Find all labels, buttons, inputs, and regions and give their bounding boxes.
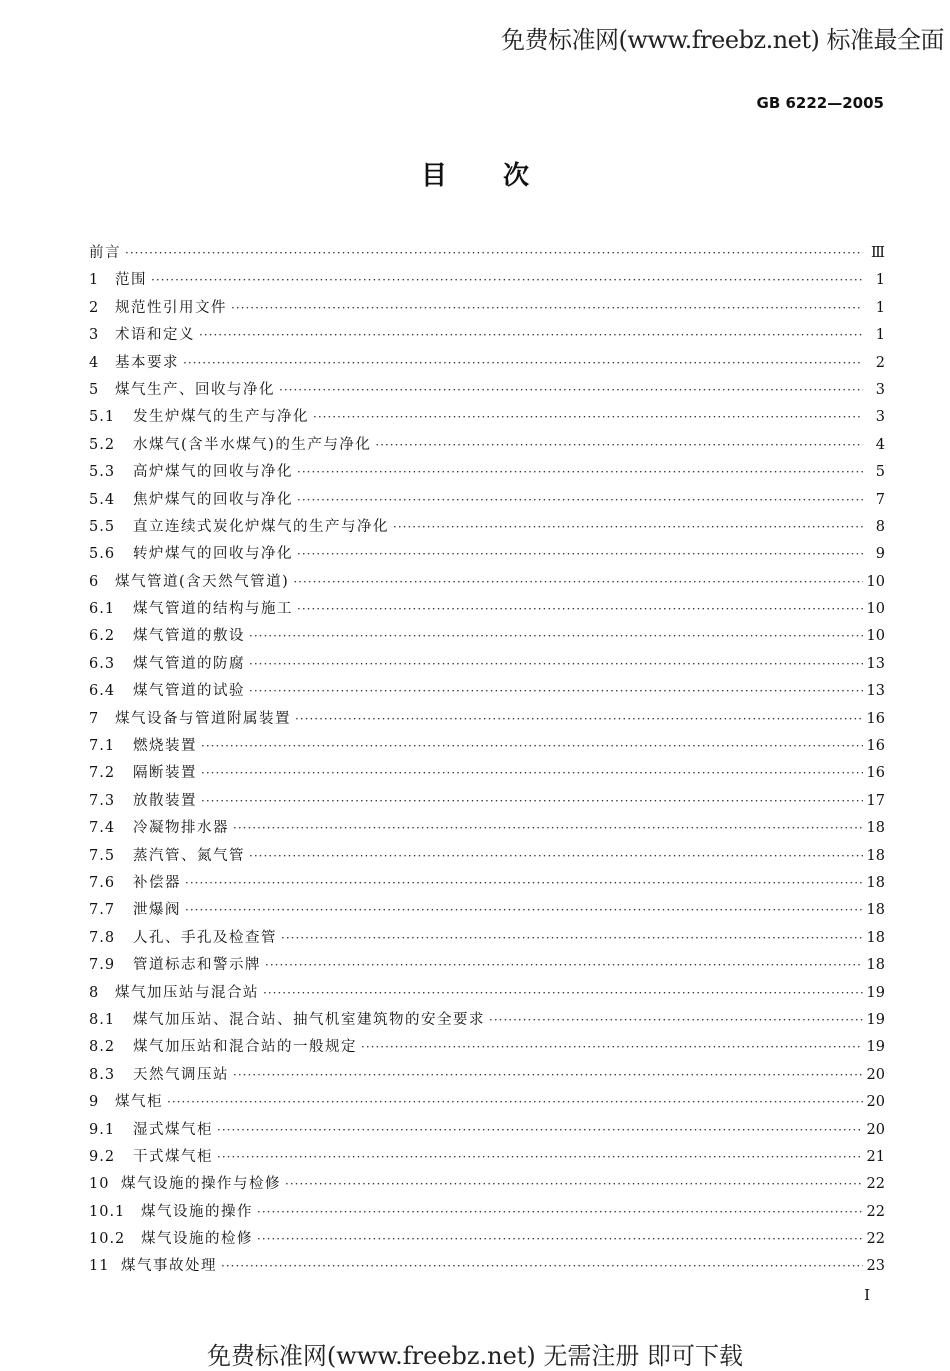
toc-leader-dots xyxy=(125,240,863,267)
toc-leader-dots xyxy=(257,1226,863,1253)
toc-entry[interactable] xyxy=(89,404,885,431)
toc-entry-page: 19 xyxy=(866,1039,885,1056)
toc-entry[interactable] xyxy=(89,1062,885,1089)
toc-leader-dots xyxy=(233,1062,863,1089)
toc-entry-page: 19 xyxy=(866,1011,885,1028)
toc-entry[interactable] xyxy=(89,952,885,979)
toc-entry-number: 1 xyxy=(89,272,100,289)
toc-entry-page: 19 xyxy=(866,984,885,1001)
toc-entry-page: 23 xyxy=(866,1258,885,1275)
toc-entry-number: 9.1 xyxy=(89,1121,116,1138)
toc-entry-number: 5.4 xyxy=(89,491,116,508)
toc-leader-dots xyxy=(221,1253,863,1280)
toc-leader-dots xyxy=(185,870,863,897)
toc-entry-page: 1 xyxy=(875,272,885,289)
toc-leader-dots xyxy=(201,760,863,787)
toc-entry-title: 规范性引用文件 xyxy=(115,299,227,316)
toc-entry-number: 7.1 xyxy=(89,738,116,755)
toc-entry[interactable] xyxy=(89,596,885,623)
toc-leader-dots xyxy=(249,678,863,705)
toc-entry-title: 范围 xyxy=(115,272,147,289)
toc-entry-number: 10 xyxy=(89,1176,110,1193)
toc-entry-title: 直立连续式炭化炉煤气的生产与净化 xyxy=(133,518,389,535)
toc-entry-title: 蒸汽管、氮气管 xyxy=(133,847,245,864)
toc-entry-title: 煤气设施的检修 xyxy=(141,1231,253,1248)
toc-entry-title: 焦炉煤气的回收与净化 xyxy=(133,491,293,508)
toc-entry[interactable] xyxy=(89,377,885,404)
toc-entry-number: 5.2 xyxy=(89,436,116,453)
toc-entry-number: 3 xyxy=(89,327,100,344)
toc-entry[interactable] xyxy=(89,815,885,842)
toc-entry[interactable] xyxy=(89,843,885,870)
toc-entry[interactable] xyxy=(89,706,885,733)
toc-entry-title: 煤气生产、回收与净化 xyxy=(115,381,275,398)
toc-entry-page: 18 xyxy=(866,847,885,864)
page-number: I xyxy=(864,1286,870,1304)
toc-leader-dots xyxy=(249,623,863,650)
toc-entry-number: 8 xyxy=(89,984,100,1001)
toc-entry-number: 7.6 xyxy=(89,874,116,891)
toc-entry-title: 放散装置 xyxy=(133,792,197,809)
toc-leader-dots xyxy=(201,733,863,760)
toc-entry-page: 18 xyxy=(866,874,885,891)
standard-code: GB 6222—2005 xyxy=(756,94,884,112)
toc-entry[interactable] xyxy=(89,295,885,322)
toc-leader-dots xyxy=(167,1089,863,1116)
toc-list xyxy=(89,240,885,1281)
toc-entry-title: 煤气事故处理 xyxy=(121,1258,217,1275)
footer-watermark: 免费标准网(www.freebz.net) 无需注册 即可下载 xyxy=(206,1342,744,1370)
toc-entry-number: 11 xyxy=(89,1258,110,1275)
toc-entry-page: 22 xyxy=(866,1176,885,1193)
toc-leader-dots xyxy=(257,1199,863,1226)
toc-entry[interactable] xyxy=(89,267,885,294)
toc-entry-number: 9 xyxy=(89,1094,100,1111)
toc-entry[interactable] xyxy=(89,350,885,377)
toc-entry-title: 煤气管道的结构与施工 xyxy=(133,601,293,618)
toc-leader-dots xyxy=(217,1117,863,1144)
toc-entry-page: 5 xyxy=(875,464,885,481)
toc-entry[interactable] xyxy=(89,678,885,705)
toc-entry-title: 水煤气(含半水煤气)的生产与净化 xyxy=(133,436,372,453)
toc-entry[interactable] xyxy=(89,1034,885,1061)
toc-entry-title: 天然气调压站 xyxy=(133,1066,229,1083)
toc-entry-title: 管道标志和警示牌 xyxy=(133,957,261,974)
toc-entry-page: 20 xyxy=(866,1066,885,1083)
toc-entry-page: 22 xyxy=(866,1203,885,1220)
toc-entry[interactable] xyxy=(89,870,885,897)
toc-entry[interactable] xyxy=(89,514,885,541)
toc-entry[interactable] xyxy=(89,651,885,678)
toc-entry[interactable] xyxy=(89,733,885,760)
toc-entry[interactable] xyxy=(89,760,885,787)
toc-entry-title: 煤气柜 xyxy=(115,1094,163,1111)
toc-entry[interactable] xyxy=(89,569,885,596)
toc-entry-page: 10 xyxy=(866,628,885,645)
toc-entry-title: 煤气设施的操作与检修 xyxy=(121,1176,281,1193)
toc-leader-dots xyxy=(297,596,863,623)
toc-entry-title: 人孔、手孔及检查管 xyxy=(133,929,277,946)
toc-entry[interactable] xyxy=(89,925,885,952)
toc-entry-page: 8 xyxy=(875,518,885,535)
toc-entry-page: 4 xyxy=(875,436,885,453)
toc-entry-page: 18 xyxy=(866,957,885,974)
toc-entry[interactable] xyxy=(89,1226,885,1253)
toc-leader-dots xyxy=(151,267,863,294)
toc-entry[interactable] xyxy=(89,1117,885,1144)
toc-leader-dots xyxy=(297,487,863,514)
toc-entry-page: 16 xyxy=(866,710,885,727)
toc-entry[interactable] xyxy=(89,487,885,514)
toc-entry-page: 22 xyxy=(866,1231,885,1248)
toc-entry-title: 煤气管道的防腐 xyxy=(133,655,245,672)
toc-leader-dots xyxy=(199,322,863,349)
toc-entry-number: 7.8 xyxy=(89,929,116,946)
toc-entry-title: 泄爆阀 xyxy=(133,902,181,919)
toc-entry[interactable] xyxy=(89,897,885,924)
toc-entry-title: 冷凝物排水器 xyxy=(133,820,229,837)
toc-entry[interactable] xyxy=(89,541,885,568)
toc-entry[interactable] xyxy=(89,1253,885,1280)
header-watermark: 免费标准网(www.freebz.net) 标准最全面 xyxy=(501,26,944,54)
toc-title: 目次 xyxy=(420,161,585,191)
toc-entry-number: 5.6 xyxy=(89,546,116,563)
toc-entry-page: 10 xyxy=(866,573,885,590)
toc-leader-dots xyxy=(295,706,863,733)
toc-entry-title: 燃烧装置 xyxy=(133,738,197,755)
toc-entry[interactable] xyxy=(89,322,885,349)
toc-leader-dots xyxy=(361,1034,863,1061)
toc-entry-page: 16 xyxy=(866,765,885,782)
toc-entry-number: 9.2 xyxy=(89,1148,116,1165)
toc-entry-page: 7 xyxy=(875,491,885,508)
toc-entry-number: 7.3 xyxy=(89,792,116,809)
toc-entry-number: 6.4 xyxy=(89,683,116,700)
toc-entry-page: 18 xyxy=(866,820,885,837)
toc-leader-dots xyxy=(217,1144,863,1171)
toc-leader-dots xyxy=(313,404,863,431)
toc-leader-dots xyxy=(393,514,863,541)
toc-entry-title: 煤气加压站与混合站 xyxy=(115,984,259,1001)
toc-entry-page: 2 xyxy=(875,354,885,371)
toc-entry-page: 1 xyxy=(875,327,885,344)
toc-leader-dots xyxy=(233,815,863,842)
toc-entry-page: 18 xyxy=(866,902,885,919)
toc-entry-page: 17 xyxy=(866,792,885,809)
toc-entry-number: 5.3 xyxy=(89,464,116,481)
toc-entry-title: 煤气管道的敷设 xyxy=(133,628,245,645)
toc-entry-title: 干式煤气柜 xyxy=(133,1148,213,1165)
toc-leader-dots xyxy=(293,569,862,596)
toc-entry[interactable] xyxy=(89,1007,885,1034)
toc-entry[interactable] xyxy=(89,432,885,459)
toc-leader-dots xyxy=(297,541,863,568)
toc-leader-dots xyxy=(185,897,863,924)
toc-entry-page: 10 xyxy=(866,601,885,618)
toc-entry-number: 10.2 xyxy=(89,1231,126,1248)
toc-entry-page: Ⅲ xyxy=(871,245,885,261)
toc-entry[interactable] xyxy=(89,623,885,650)
toc-leader-dots xyxy=(201,788,863,815)
toc-entry-title: 煤气加压站和混合站的一般规定 xyxy=(133,1039,357,1056)
toc-entry-number: 6 xyxy=(89,573,100,590)
toc-entry-number: 5.5 xyxy=(89,518,116,535)
toc-entry-page: 16 xyxy=(866,738,885,755)
toc-leader-dots xyxy=(231,295,863,322)
toc-entry-number: 7.2 xyxy=(89,765,116,782)
toc-leader-dots xyxy=(375,432,863,459)
toc-entry-number: 8.3 xyxy=(89,1066,116,1083)
toc-entry-number: 7.4 xyxy=(89,820,116,837)
toc-leader-dots xyxy=(281,925,863,952)
toc-entry-title: 煤气管道的试验 xyxy=(133,683,245,700)
toc-entry-number: 7 xyxy=(89,710,100,727)
toc-entry-page: 20 xyxy=(866,1121,885,1138)
toc-entry-title: 煤气设备与管道附属装置 xyxy=(115,710,291,727)
toc-entry-title: 前言 xyxy=(89,245,121,261)
toc-entry-number: 6.1 xyxy=(89,601,116,618)
toc-leader-dots xyxy=(489,1007,863,1034)
toc-leader-dots xyxy=(249,651,863,678)
toc-entry[interactable] xyxy=(89,788,885,815)
toc-entry-title: 高炉煤气的回收与净化 xyxy=(133,464,293,481)
toc-entry[interactable] xyxy=(89,1144,885,1171)
toc-entry-number: 7.9 xyxy=(89,957,116,974)
toc-entry-title: 隔断装置 xyxy=(133,765,197,782)
toc-entry-number: 2 xyxy=(89,299,100,316)
toc-entry[interactable] xyxy=(89,240,885,267)
toc-entry-title: 发生炉煤气的生产与净化 xyxy=(133,409,309,426)
toc-entry-number: 4 xyxy=(89,354,100,371)
toc-entry-page: 21 xyxy=(866,1148,885,1165)
toc-entry-page: 9 xyxy=(875,546,885,563)
toc-entry-page: 3 xyxy=(875,381,885,398)
toc-entry-number: 6.2 xyxy=(89,628,116,645)
toc-entry-number: 6.3 xyxy=(89,655,116,672)
toc-entry-page: 20 xyxy=(866,1094,885,1111)
toc-entry-title: 煤气设施的操作 xyxy=(141,1203,253,1220)
toc-entry-number: 5 xyxy=(89,381,100,398)
toc-entry-title: 补偿器 xyxy=(133,874,181,891)
toc-entry-page: 13 xyxy=(866,655,885,672)
toc-leader-dots xyxy=(285,1171,863,1198)
toc-entry-title: 煤气加压站、混合站、抽气机室建筑物的安全要求 xyxy=(133,1011,485,1028)
toc-leader-dots xyxy=(263,980,863,1007)
toc-entry-page: 13 xyxy=(866,683,885,700)
toc-entry-number: 5.1 xyxy=(89,409,116,426)
toc-entry-page: 3 xyxy=(875,409,885,426)
toc-entry-title: 转炉煤气的回收与净化 xyxy=(133,546,293,563)
toc-leader-dots xyxy=(183,350,863,377)
toc-entry[interactable] xyxy=(89,1199,885,1226)
toc-entry-title: 湿式煤气柜 xyxy=(133,1121,213,1138)
toc-entry[interactable] xyxy=(89,1171,885,1198)
toc-entry-title: 术语和定义 xyxy=(115,327,195,344)
toc-entry-page: 1 xyxy=(875,299,885,316)
toc-entry-number: 8.2 xyxy=(89,1039,116,1056)
toc-entry-number: 7.5 xyxy=(89,847,116,864)
toc-entry-title: 基本要求 xyxy=(115,354,179,371)
toc-entry-title: 煤气管道(含天然气管道) xyxy=(115,573,290,590)
toc-leader-dots xyxy=(297,459,863,486)
toc-entry-number: 8.1 xyxy=(89,1011,116,1028)
toc-leader-dots xyxy=(279,377,863,404)
toc-leader-dots xyxy=(265,952,863,979)
toc-entry-number: 7.7 xyxy=(89,902,116,919)
toc-entry-page: 18 xyxy=(866,929,885,946)
toc-entry[interactable] xyxy=(89,459,885,486)
toc-entry-number: 10.1 xyxy=(89,1203,126,1220)
toc-entry[interactable] xyxy=(89,1089,885,1116)
toc-entry[interactable] xyxy=(89,980,885,1007)
toc-leader-dots xyxy=(249,843,863,870)
